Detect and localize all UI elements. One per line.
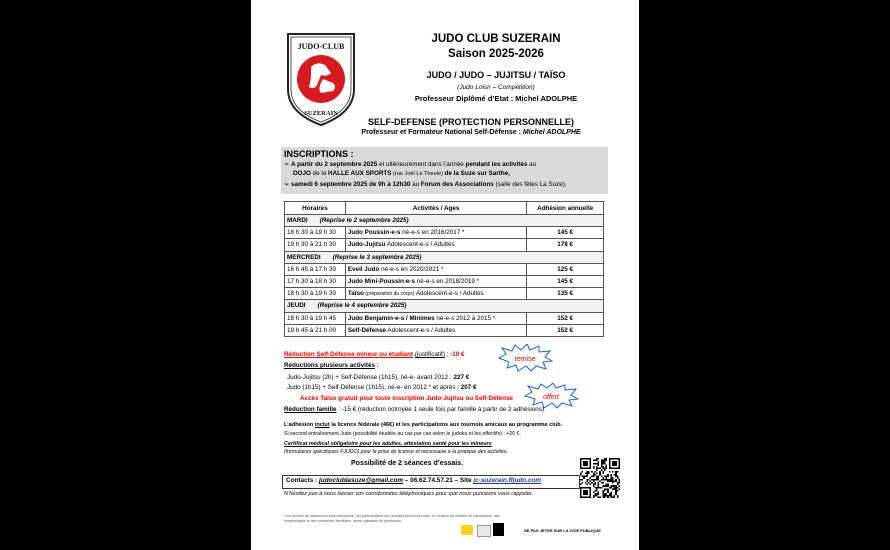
club-logo: [285, 31, 357, 127]
self-defense-professor: Professeur et Formateur National Self-Défense : Michel ADOLPHE: [361, 129, 581, 136]
burst-offert-text: offert: [543, 394, 559, 401]
burst-remise-icon: [497, 344, 553, 372]
day-row-jeudi: JEUDI (Reprise le 4 septembre 2025): [285, 300, 604, 312]
table-row: 18 h 30 à 19 h 30 Taïso (préparation du corps) Adolescent-e-s / Adultes 135 €: [285, 288, 604, 300]
inscriptions-line-2: DOJO de la HALLE AUX SPORTS (rue Joël Le Theule) de la Suze sur Sarthe,: [293, 170, 510, 177]
multi-line-2: Judo (1h15) + Self-Défense (1h15), né-e- en 2012 * et après : 207 €: [287, 384, 477, 391]
season: Saison 2025-2026: [448, 48, 544, 60]
disciplines-subtitle: (Judo Loisir – Compétition): [457, 84, 535, 91]
table-row: 16 h 45 à 17 h 30 Eveil Judo né-e-s en 2020/2021 * 125 €: [285, 263, 604, 275]
burst-remise-text: remise: [514, 356, 536, 363]
professor: Professeur Diplômé d’Etat : Michel ADOLPHE: [414, 94, 578, 103]
licence-info: L’adhésion inclut la licence fédérale (46€) et les participations aux tournois amicaux au programme club.: [284, 422, 563, 428]
trial-sessions: Possibilité de 2 séances d’essais.: [351, 460, 464, 467]
reduction-self-defense: Réduction Self-Défense mineur ou étudiant (justificatif) : -10 €: [284, 351, 465, 358]
partner-logo-2: [477, 525, 491, 537]
partner-logo-3: [493, 523, 504, 536]
contact-email-link[interactable]: judoclublasuze@gmail.com: [319, 477, 404, 484]
medical-certificate: Certificat médical obligatoire pour les adultes, attestation santé pour les mineurs: [284, 441, 492, 447]
schedule-table: [284, 201, 604, 337]
flyer-page: [251, 0, 639, 550]
table-header-row: [285, 202, 604, 215]
taiso-free: Accès Taïso gratuit pour toute inscription Judo-Jujitsu ou Self-Défense: [300, 395, 513, 402]
multi-activities-title: Réductions plusieurs activités :: [284, 362, 379, 369]
footer-disclaimer-1: * les années de naissances sont indicatives. Les participations aux activités peuvent évoluer en fonction du nombre de participants, des: [284, 514, 500, 518]
partner-logo-1: [461, 525, 473, 535]
club-name: JUDO CLUB SUZERAIN: [431, 33, 561, 45]
contacts-note: N’hésitez pas à nous laisser vos coordonnées téléphoniques pour que nous puissions vous rappeler.: [284, 491, 534, 497]
footer-disclaimer-2: morphologies et des contraintes familiales, après validation du professeur.: [284, 519, 402, 523]
table-row: 18 h 30 à 19 h 45 Judo Benjamin-e-s / Minimes né-e-s 2012 à 2015 * 152 €: [285, 312, 604, 324]
second-training-info: Si second entraînement Judo (possibilité étudiée au cas par cas selon le judoka et les effectifs) : +20 €.: [284, 431, 521, 437]
contacts-line: Contacts : judoclublasuze@gmail.com – 06.62.74.57.21 – Site jc-suzerain.ffjudo.com: [286, 477, 542, 484]
table-row: 18 h 30 à 19 h 30 Judo Poussin-e-s né-e-s en 2016/2017 * 145 €: [285, 227, 604, 239]
table-row: 19 h 30 à 21 h 30 Judo-Jujitsu Adolescent-e-s / Adultes 178 €: [285, 239, 604, 251]
contact-site-link[interactable]: jc-suzerain.ffjudo.com: [473, 477, 542, 484]
bullet-arrow-icon: ➢: [284, 181, 292, 188]
logo-text-bottom: SUZERAIN: [304, 110, 338, 117]
bullet-arrow-icon: ➢: [284, 161, 292, 168]
header-activites: Activités / Ages: [345, 202, 526, 215]
inscriptions-title: INSCRIPTIONS :: [284, 149, 354, 159]
header-adhesion: Adhésion annuelle: [527, 202, 604, 215]
family-reduction: Réduction famille : -15 € (réduction octroyée 1 seule fois par famille à partir de 2 adhésions): [284, 406, 545, 413]
multi-line-1: Judo-Jujitsu (2h) + Self-Défense (1h15), né-e- avant 2012 : 227 €: [287, 374, 470, 381]
no-litter-notice: NE PAS JETER SUR LA VOIE PUBLIQUE: [524, 528, 601, 533]
logo-text-top: JUDO-CLUB: [297, 42, 345, 51]
forms-info: (formulaires spécifiques FJUDO) pour la prise de licence et nécessaire à la pratique des activités.: [284, 449, 508, 455]
qr-code-icon: [580, 458, 620, 498]
disciplines: JUDO / JUDO – JUJITSU / TAÏSO: [426, 70, 566, 80]
inscriptions-line-3: ➢ samedi 6 septembre 2025 de 9h à 12h30 au Forum des Associations (salle des fêtes La Suze).: [284, 181, 567, 188]
inscriptions-line-1: ➢ A partir du 2 septembre 2025 et ultérieurement dans l’année pendant les activités au: [284, 161, 537, 168]
self-defense-title: SELF-DEFENSE (PROTECTION PERSONNELLE): [367, 117, 574, 127]
header-horaires: Horaires: [285, 202, 346, 215]
table-row: 17 h 30 à 18 h 30 Judo Mini-Poussin-e-s né-e-s en 2018/2019 * 145 €: [285, 275, 604, 287]
day-row-mardi: MARDI (Reprise le 2 septembre 2025): [285, 215, 604, 227]
day-row-mercredi: MERCREDI (Reprise le 3 septembre 2025): [285, 251, 604, 263]
table-row: 19 h 45 à 21 h 00 Self-Défense Adolescent-e-s / Adultes 152 €: [285, 324, 604, 336]
